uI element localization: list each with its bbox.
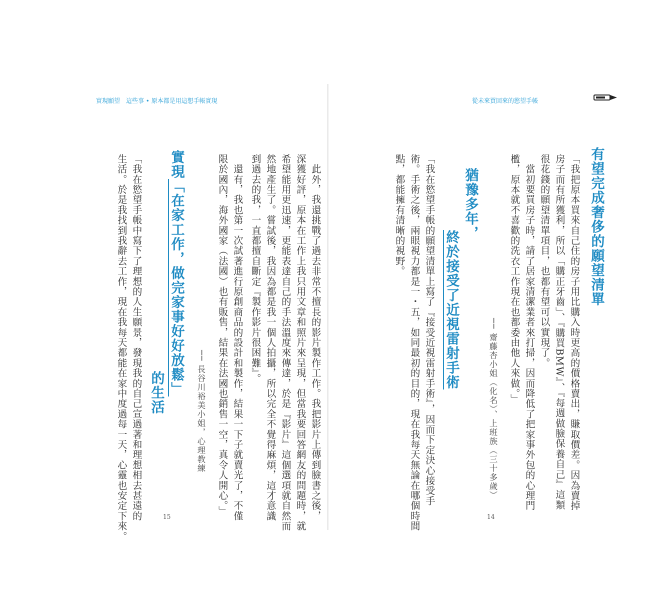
para-3-line-5: 到過去的我，一直都擅自斷定『製作影片很困難』。 [249, 154, 261, 384]
signature-1: ── 齋藤杏小姐（化名）、上班族（三十多歲） [489, 318, 499, 500]
para-2-line-2: 術。手術之後，兩眼視力都是一・五，如同最初的目的，現在我每天無論在哪個時間 [408, 154, 420, 532]
right-running-head: 從未來買回來的慾望手帳 [472, 98, 539, 105]
pen-hand-icon [593, 92, 619, 103]
para-1-line-2: 房子而有所獲利，所以「購正牙齒」、『購買BMW』、『每週做臉保養自己』這類 [553, 154, 565, 511]
heading-3-line-2: 的生活 [148, 371, 164, 415]
para-4-line-2: 生活。於是我找到我辭去工作，現在我每天都能在家中度過每一天，心靈也安定下來。 [115, 154, 127, 542]
para-3-line-3: 希望能用更迅速，更能表達自己的手法溫度來傳達，於是『影片』這個選項就自然而 [279, 154, 291, 532]
para-3-line-6: 還有，我也第一次試著進行原創商品的設計和製作，結果一下子就賣光了，不僅 [231, 154, 243, 522]
heading-2-line-1: 猶豫多年， [462, 168, 478, 241]
left-page-number: 15 [163, 514, 171, 521]
book-gutter [327, 84, 329, 530]
para-1-line-4: 當初要買房子時，請了居家清潔業者來打掃，因而降低了把家事外包的心理門 [523, 154, 535, 511]
heading-2-line-2 [441, 230, 461, 390]
para-2-line-3: 點，都能擁有清晰的視野。 [393, 154, 405, 277]
para-1-line-1: 「我把原本買來自己住的房子用比購入時更高的價格賣出，賺取價差。因為賣掉 [568, 154, 580, 511]
para-4-line-1: 「我在慾望手帳中寫下了理想的人生願景，發現我的自己宣過著和理想相去甚遠的 [130, 154, 142, 522]
heading-3-line-1 [166, 150, 186, 397]
heading-2-underlined: 終於接受了近視雷射手術 [443, 230, 459, 390]
right-page-number: 14 [487, 514, 495, 521]
para-3-line-1: 此外，我還挑戰了過去非常不擅長的影片製作工作。我把影片上傳到臉書之後， [309, 154, 321, 522]
para-3-line-2: 深獲好評，原本在工作上我只用文章和照片來呈現，但當我要回答網友的問題時，就 [294, 154, 306, 532]
heading-3-prefix: 實現 [168, 150, 184, 179]
para-2-line-1: 「我在慾望手帳的願望清單上寫了『接受近視雷射手術』，因而下定決心接受手 [423, 154, 435, 507]
para-1-line-5: 檻，原本就不喜歡的洗衣工作現在也都委由他人來做。」 [508, 154, 520, 405]
para-1-line-3: 很花錢的願望清單項目，也都有望可以實現了。 [538, 154, 550, 369]
signature-2: ── 長谷川裕美小姐，心理教練 [197, 350, 207, 473]
heading-3-underlined: 「在家工作，做完家事好好放鬆」 [168, 179, 184, 397]
heading-1: 有望完成奢侈的願望清單 [588, 147, 604, 307]
left-running-head: 實現願望 這些事 • 原本都是用這想手帳實現 [96, 98, 218, 105]
para-3-line-7: 限於國內，海外國家（法國）也有販售，結果在法國也銷售一空，真令人開心。」 [216, 154, 228, 517]
para-3-line-4: 然地產生了。嘗試後，我因為都是我一個人拍攝，所以完全不覺得麻煩，這才意識 [264, 154, 276, 522]
